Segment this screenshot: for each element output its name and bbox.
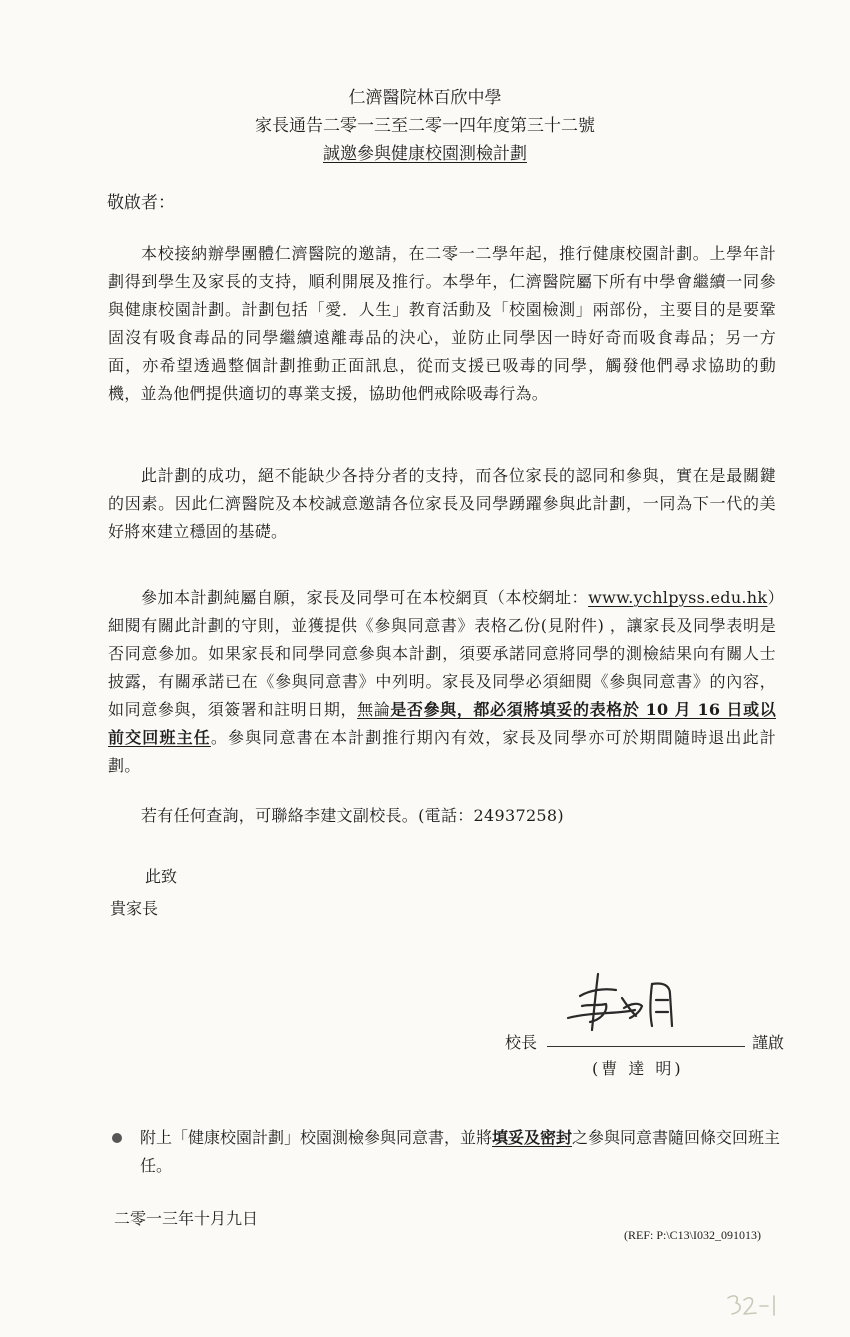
paragraph-3-part-2: ）細閱有關此計劃的守則，並獲提供《參與同意書》表格乙份(見附件) ，讓家長及同學表明是否同意參加。如果家長和同學同意參與本計劃，須要承諾同意將同學的測檢結果向有關人士披露，有關承諾已在《參與同意書》中列明。家長及同學必須細閱《參與同意書》的內容，如同意參與，須簽署和註明日期， [108, 588, 776, 719]
signature-suffix: 謹啟 [752, 1033, 785, 1052]
note-part-1: 附上「健康校園計劃」校園測檢參與同意書，並將 [140, 1128, 493, 1147]
closing-line-1: 此致 [145, 867, 178, 886]
handwritten-page-mark [724, 1290, 784, 1320]
paragraph-1: 本校接納辦學團體仁濟醫院的邀請，在二零一二學年起，推行健康校園計劃。上學年計劃得到學生及家長的支持，順利開展及推行。本學年，仁濟醫院屬下所有中學會繼續一同參與健康校園計劃。計劃包括「愛．人生」教育活動及「校園檢測」兩部份，主要目的是要鞏固沒有吸食毒品的同學繼續遠離毒品的決心，並防止同學因一時好奇而吸食毒品；另一方面，亦希望透過整個計劃推動正面訊息，從而支援已吸毒的同學，觸發他們尋求協助的動機，並為他們提供適切的專業支援，協助他們戒除吸毒行為。 [108, 244, 776, 403]
paragraph-3 [108, 584, 776, 780]
notice-number: 家長通告二零一三至二零一四年度第三十二號 [255, 116, 595, 136]
signature-line [547, 1046, 745, 1047]
attachment-note [112, 1124, 792, 1180]
bullet-icon [112, 1133, 122, 1143]
notice-header [0, 84, 850, 168]
note-part-2: 之參與同意書隨回條交回班主任。 [140, 1128, 781, 1175]
paragraph-2: 此計劃的成功，絕不能缺少各持分者的支持，而各位家長的認同和參與，實在是最關鍵的因素。因此仁濟醫院及本校誠意邀請各位家長及同學踴躍參與此計劃，一同為下一代的美好將來建立穩固的基礎。 [108, 466, 776, 541]
notice-subject: 誠邀參與健康校園測檢計劃 [323, 144, 527, 164]
school-website-link: www.ychlpyss.edu.hk [588, 588, 768, 607]
paragraph-3-part-1: 參加本計劃純屬自願，家長及同學可在本校網頁（本校網址： [141, 588, 589, 607]
reference-code: (REF: P:\C13\I032_091013) [624, 1228, 762, 1242]
paragraph-3-part-3: 。參與同意書在本計劃推行期內有效，家長及同學亦可於期間隨時退出此計劃。 [108, 728, 776, 775]
paragraph-4-contact: 若有任何查詢，可聯絡李建文副校長。(電話：24937258) [141, 806, 564, 825]
emphasis-deadline: ，都必須將填妥的表格於 10 月 16 日或以前交回班主任 [108, 700, 776, 747]
note-emphasis: 填妥及密封 [492, 1128, 573, 1147]
school-name: 仁濟醫院林百欣中學 [348, 88, 502, 108]
notice-date: 二零一三年十月九日 [114, 1209, 259, 1228]
principal-name: (曹 達 明) [592, 1059, 684, 1078]
signature-block [500, 960, 800, 1080]
closing-line-2: 貴家長 [110, 899, 159, 918]
salutation: 敬啟者： [107, 193, 175, 213]
signature-title: 校長 [505, 1033, 538, 1052]
principal-signature [560, 960, 700, 1050]
emphasis-bold: 是否參與 [390, 700, 457, 719]
emphasis-pre: 無論 [357, 700, 391, 719]
